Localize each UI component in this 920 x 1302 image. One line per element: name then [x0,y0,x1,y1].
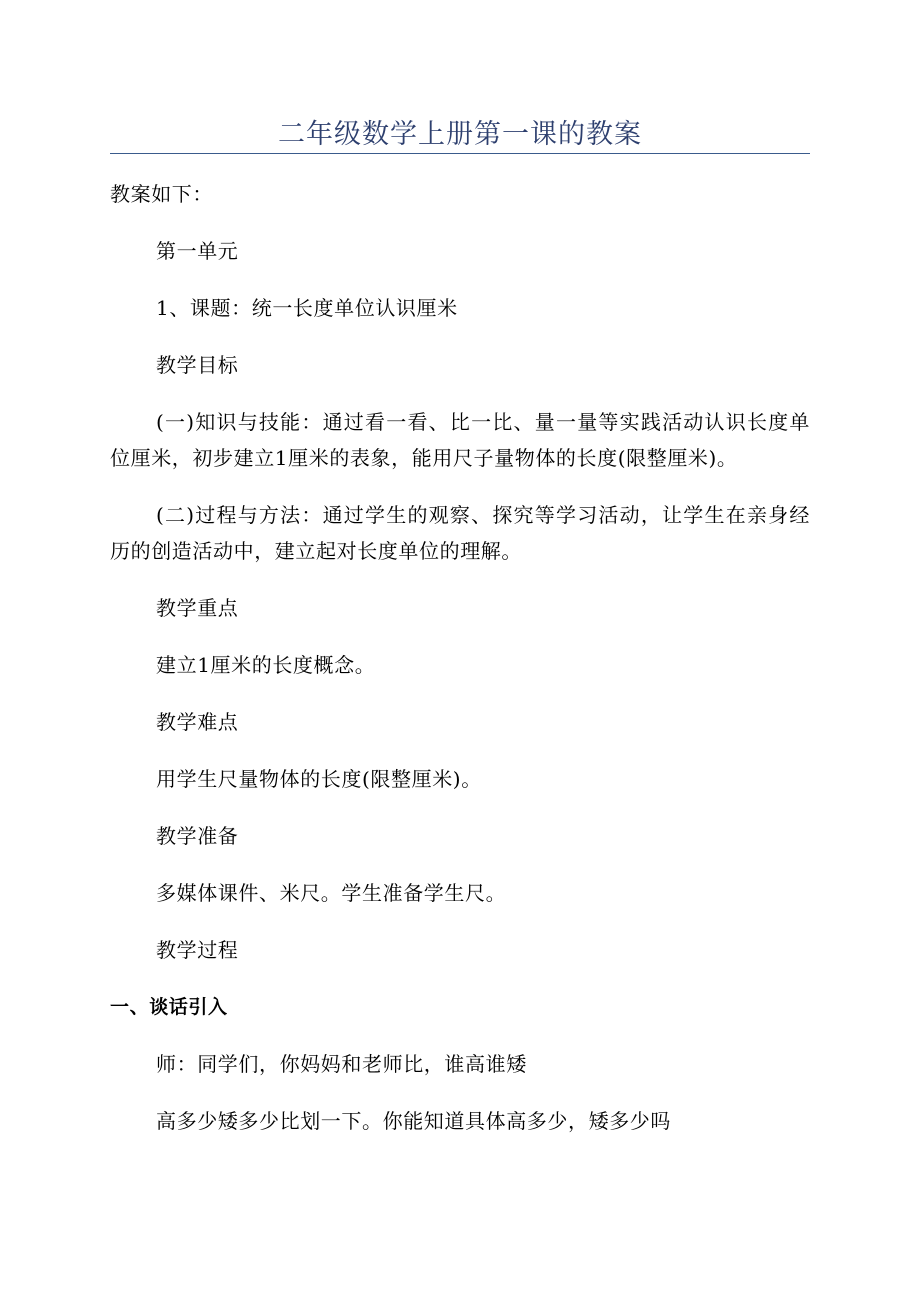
objective-process-methods: (二)过程与方法：通过学生的观察、探究等学习活动，让学生在亲身经历的创造活动中，建立起对长度单位的理解。 [110,503,810,563]
section-heading-process: 教学过程 [156,938,239,962]
intro-line: 教案如下： [110,182,213,206]
section-heading-preparation: 教学准备 [156,824,239,848]
title-underline [110,153,810,154]
difficulty-text: 用学生尺量物体的长度(限整厘米)。 [156,767,482,791]
document-title: 二年级数学上册第一课的教案 [278,119,642,150]
section-heading-objectives: 教学目标 [156,353,239,377]
teacher-dialogue-line-1: 师：同学们，你妈妈和老师比，谁高谁矮 [156,1052,527,1076]
document-body [110,176,810,1160]
objective-knowledge-skills: (一)知识与技能：通过看一看、比一比、量一量等实践活动认识长度单位厘米，初步建立1厘米的表象，能用尺子量物体的长度(限整厘米)。 [110,410,810,470]
section-heading-key-points: 教学重点 [156,596,239,620]
preparation-text: 多媒体课件、米尺。学生准备学生尺。 [156,881,507,905]
part-one-heading: 一、谈话引入 [110,996,228,1018]
lesson-topic: 1、课题：统一长度单位认识厘米 [156,296,458,320]
teacher-dialogue-line-2: 高多少矮多少比划一下。你能知道具体高多少，矮多少吗 [156,1109,671,1133]
key-point-text: 建立1厘米的长度概念。 [156,653,376,677]
unit-heading: 第一单元 [156,239,239,263]
section-heading-difficulties: 教学难点 [156,710,239,734]
